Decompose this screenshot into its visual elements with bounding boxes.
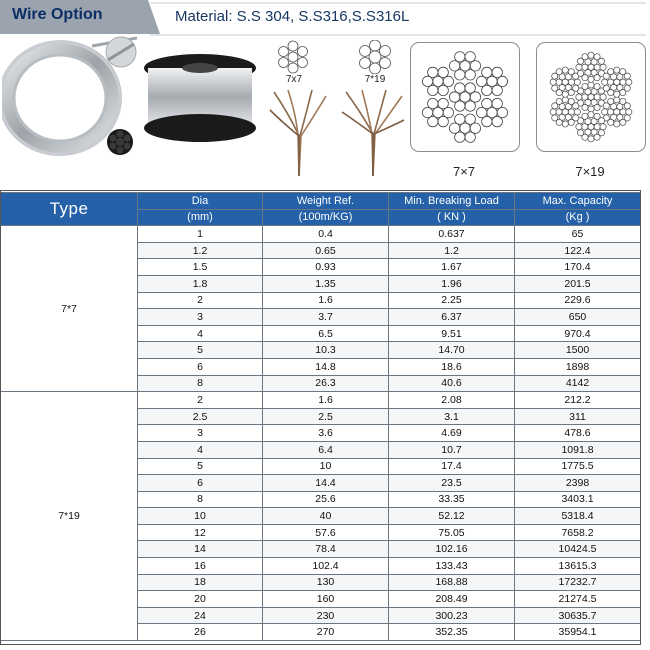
wire-circle (465, 132, 475, 142)
wire-spool-image (140, 52, 262, 146)
wire-circle (465, 52, 475, 62)
wire-circle (594, 134, 600, 140)
header-bar (0, 0, 650, 34)
wire-circle (562, 121, 568, 127)
capacity-cell: 229.6 (515, 292, 641, 309)
weight-cell: 6.4 (263, 441, 389, 458)
wire-circle (594, 75, 600, 81)
wire-circle (614, 67, 620, 73)
capacity-cell: 5318.4 (515, 508, 641, 525)
capacity-cell: 201.5 (515, 275, 641, 292)
breaking-cell: 9.51 (389, 325, 515, 342)
breaking-cell: 0.637 (389, 226, 515, 243)
capacity-cell: 3403.1 (515, 491, 641, 508)
breaking-cell: 17.4 (389, 458, 515, 475)
capacity-cell: 478.6 (515, 425, 641, 442)
weight-cell: 10 (263, 458, 389, 475)
capacity-cell: 10424.5 (515, 541, 641, 558)
wire-circle (573, 103, 579, 109)
breaking-cell: 6.37 (389, 309, 515, 326)
weight-cell: 3.6 (263, 425, 389, 442)
weight-cell: 102.4 (263, 558, 389, 575)
cross-section-card-7x19 (536, 42, 646, 152)
wire-closeup-inset (106, 37, 136, 67)
unravelled-strands-7x7-image (268, 86, 330, 178)
dia-cell: 2 (138, 392, 263, 409)
capacity-header: Max. Capacity (515, 193, 641, 210)
table-row (1, 392, 641, 409)
wire-circle (550, 79, 556, 85)
wire-circle (588, 136, 594, 142)
wire-circle (614, 91, 620, 97)
strand-diagram-7x7-icon (276, 40, 310, 74)
capacity-cell: 970.4 (515, 325, 641, 342)
breaking-cell: 300.23 (389, 607, 515, 624)
wire-circle (455, 114, 465, 124)
wire-circle (438, 98, 448, 108)
wire-circle (465, 83, 475, 93)
wire-circle (492, 85, 502, 95)
wire-circle (576, 94, 582, 100)
dia-cell: 10 (138, 508, 263, 525)
capacity-cell: 1091.8 (515, 441, 641, 458)
weight-cell: 25.6 (263, 491, 389, 508)
weight-cell: 130 (263, 574, 389, 591)
wire-circle (598, 118, 604, 124)
breaking-cell: 2.08 (389, 392, 515, 409)
dia-cell: 8 (138, 491, 263, 508)
dia-cell: 1 (138, 226, 263, 243)
wire-circle (556, 98, 562, 104)
wire-circle (482, 98, 492, 108)
capacity-cell: 30635.7 (515, 607, 641, 624)
card-label-7x7: 7×7 (452, 164, 476, 179)
spec-table-wrapper (0, 192, 650, 641)
cross-section-7x19-icon (537, 43, 645, 151)
wire-circle (614, 121, 620, 127)
wire-circle (608, 98, 614, 104)
wire-circle (600, 94, 606, 100)
wire-circle (582, 54, 588, 60)
wire-circle (568, 89, 574, 95)
wire-circle (428, 67, 438, 77)
wire-circle (582, 83, 588, 89)
breaking-cell: 14.70 (389, 342, 515, 359)
dia-cell: 12 (138, 524, 263, 541)
type-header: Type (1, 193, 138, 226)
unravelled-strands-7x19-image (340, 86, 406, 178)
capacity-cell: 2398 (515, 475, 641, 492)
wire-circle (438, 67, 448, 77)
breaking-cell: 102.16 (389, 541, 515, 558)
capacity-cell: 122.4 (515, 242, 641, 259)
weight-cell: 14.4 (263, 475, 389, 492)
wire-circle (562, 67, 568, 73)
wire-circle (603, 85, 609, 91)
breaking-cell: 75.05 (389, 524, 515, 541)
wire-circle (574, 109, 580, 115)
dia-header: Dia (138, 193, 263, 210)
breaking-cell: 10.7 (389, 441, 515, 458)
wire-circle (602, 109, 608, 115)
breaking-cell: 4.69 (389, 425, 515, 442)
breaking-cell: 133.43 (389, 558, 515, 575)
weight-cell: 1.6 (263, 292, 389, 309)
dia-cell: 16 (138, 558, 263, 575)
wire-circle (482, 67, 492, 77)
breaking-load-header: Min. Breaking Load (389, 193, 515, 210)
wire-circle (550, 109, 556, 115)
wire-circle (428, 98, 438, 108)
cross-section-inset (107, 129, 133, 155)
material-text: Material: S.S 304, S.S316,S.S316L (175, 8, 410, 25)
header-row-1 (1, 193, 641, 210)
wire-circle (600, 64, 606, 70)
dia-cell: 3 (138, 425, 263, 442)
wire-circle (438, 85, 448, 95)
wire-circle (577, 130, 583, 136)
dia-unit-header: (mm) (138, 209, 263, 226)
wire-circle (624, 103, 630, 109)
dia-cell: 2.5 (138, 408, 263, 425)
dia-cell: 5 (138, 458, 263, 475)
wire-circle (594, 104, 600, 110)
small-label-7x19: 7*19 (364, 74, 386, 85)
capacity-cell: 650 (515, 309, 641, 326)
wire-circle (492, 116, 502, 126)
capacity-cell: 1775.5 (515, 458, 641, 475)
capacity-cell: 212.2 (515, 392, 641, 409)
wire-circle (562, 91, 568, 97)
wire-circle (438, 116, 448, 126)
dia-cell: 6 (138, 358, 263, 375)
capacity-cell: 13615.3 (515, 558, 641, 575)
breaking-load-unit-header: ( KN ) (389, 209, 515, 226)
breaking-cell: 352.35 (389, 624, 515, 641)
dia-cell: 14 (138, 541, 263, 558)
table-row (1, 226, 641, 243)
weight-cell: 40 (263, 508, 389, 525)
wire-circle (568, 119, 574, 125)
weight-cell: 2.5 (263, 408, 389, 425)
dia-cell: 24 (138, 607, 263, 624)
breaking-cell: 23.5 (389, 475, 515, 492)
wire-circle (455, 52, 465, 62)
wire-circle (588, 112, 594, 118)
wire-circle (552, 85, 558, 91)
weight-cell: 14.8 (263, 358, 389, 375)
weight-cell: 0.93 (263, 259, 389, 276)
dia-cell: 26 (138, 624, 263, 641)
spec-table (0, 192, 641, 641)
capacity-cell: 170.4 (515, 259, 641, 276)
dia-cell: 1.2 (138, 242, 263, 259)
weight-cell: 1.6 (263, 392, 389, 409)
wire-circle (465, 101, 475, 111)
breaking-cell: 208.49 (389, 591, 515, 608)
wire-circle (624, 73, 630, 79)
breaking-cell: 168.88 (389, 574, 515, 591)
wire-circle (577, 70, 583, 76)
capacity-unit-header: (Kg ) (515, 209, 641, 226)
capacity-cell: 7658.2 (515, 524, 641, 541)
weight-cell: 10.3 (263, 342, 389, 359)
weight-cell: 26.3 (263, 375, 389, 392)
wire-circle (492, 98, 502, 108)
wire-circle (576, 124, 582, 130)
weight-cell: 3.7 (263, 309, 389, 326)
cross-section-card-7x7 (410, 42, 520, 152)
capacity-cell: 35954.1 (515, 624, 641, 641)
wire-circle (620, 119, 626, 125)
wire-circle (576, 64, 582, 70)
wire-circle (588, 52, 594, 58)
type-cell: 7*19 (1, 392, 138, 641)
wire-circle (465, 70, 475, 80)
product-images (0, 34, 650, 184)
spec-table-body (1, 226, 641, 641)
dia-cell: 4 (138, 441, 263, 458)
type-cell: 7*7 (1, 226, 138, 392)
dia-cell: 5 (138, 342, 263, 359)
wire-circle (620, 89, 626, 95)
weight-unit-header: (100m/KG) (263, 209, 389, 226)
weight-cell: 57.6 (263, 524, 389, 541)
dia-cell: 1.5 (138, 259, 263, 276)
wire-circle (582, 113, 588, 119)
wire-circle (626, 109, 632, 115)
breaking-cell: 33.35 (389, 491, 515, 508)
breaking-cell: 18.6 (389, 358, 515, 375)
capacity-cell: 65 (515, 226, 641, 243)
dia-cell: 8 (138, 375, 263, 392)
breaking-cell: 1.2 (389, 242, 515, 259)
capacity-cell: 17232.7 (515, 574, 641, 591)
dia-cell: 1.8 (138, 275, 263, 292)
capacity-cell: 1898 (515, 358, 641, 375)
wire-circle (455, 83, 465, 93)
dia-cell: 4 (138, 325, 263, 342)
weight-cell: 160 (263, 591, 389, 608)
wire-option-title: Wire Option (12, 6, 103, 23)
wire-circle (600, 124, 606, 130)
breaking-cell: 2.25 (389, 292, 515, 309)
weight-cell: 270 (263, 624, 389, 641)
weight-cell: 0.65 (263, 242, 389, 259)
breaking-cell: 3.1 (389, 408, 515, 425)
capacity-cell: 21274.5 (515, 591, 641, 608)
wire-circle (556, 69, 562, 75)
wire-circle (626, 79, 632, 85)
small-label-7x7: 7x7 (285, 74, 303, 85)
dia-cell: 18 (138, 574, 263, 591)
weight-cell: 230 (263, 607, 389, 624)
weight-cell: 1.35 (263, 275, 389, 292)
weight-cell: 78.4 (263, 541, 389, 558)
dia-cell: 3 (138, 309, 263, 326)
strand-diagram-7x19-icon (358, 40, 392, 74)
wire-circle (465, 114, 475, 124)
wire-circle (492, 67, 502, 77)
dia-cell: 2 (138, 292, 263, 309)
breaking-cell: 1.96 (389, 275, 515, 292)
wire-circle (588, 76, 594, 82)
card-label-7x19: 7×19 (575, 164, 605, 179)
wire-circle (598, 58, 604, 64)
wire-circle (552, 115, 558, 121)
wire-circle (608, 69, 614, 75)
capacity-cell: 1500 (515, 342, 641, 359)
capacity-cell: 4142 (515, 375, 641, 392)
weight-cell: 6.5 (263, 325, 389, 342)
wire-circle (602, 79, 608, 85)
cross-section-7x7-icon (411, 43, 519, 151)
wire-coil-image (2, 36, 142, 156)
breaking-cell: 1.67 (389, 259, 515, 276)
weight-header: Weight Ref. (263, 193, 389, 210)
weight-cell: 0.4 (263, 226, 389, 243)
breaking-cell: 52.12 (389, 508, 515, 525)
breaking-cell: 40.6 (389, 375, 515, 392)
dia-cell: 6 (138, 475, 263, 492)
capacity-cell: 311 (515, 408, 641, 425)
dia-cell: 20 (138, 591, 263, 608)
wire-circle (574, 79, 580, 85)
